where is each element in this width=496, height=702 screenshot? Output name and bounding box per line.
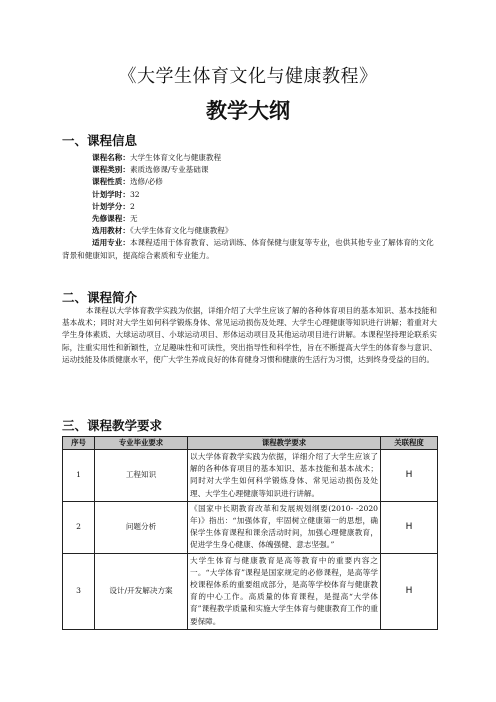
info-row-category: [62, 164, 438, 176]
cell-no: 2: [63, 501, 95, 553]
info-value: 大学生体育文化与健康教程: [129, 153, 222, 162]
document-subtitle: 教学大纲: [206, 99, 290, 123]
info-value: 32: [129, 189, 140, 199]
section-heading-requirements: 三、课程教学要求: [62, 418, 163, 433]
cell-level: H: [381, 553, 438, 629]
cell-content: 以大学体育教学实践为依据，详细介绍了大学生应该了解的各种体育项目的基本知识、基本技能和基本战术；同时对大学生如何科学锻炼身体、常见运动损伤及处理、大学生心理健康等知识进行讲解。: [188, 450, 381, 502]
course-info-list: [62, 152, 438, 262]
header-no: 序号: [63, 437, 95, 450]
cell-requirement: 设计/开发解决方案: [95, 553, 188, 629]
info-value: 素质选修课/专业基础课: [129, 165, 209, 175]
table-header-row: [63, 437, 438, 450]
header-relevance: 关联程度: [381, 437, 438, 450]
cell-no: 3: [63, 553, 95, 629]
info-row-hours: [62, 189, 438, 201]
table-row: [63, 501, 438, 553]
cell-level: H: [381, 501, 438, 553]
cell-content: 《国家中长期教育改革和发展规划纲要(2010- -2020年)》指出：“加强体育，牢固树立健康第一的思想，确保学生体育课程和课余活动时间，加强心理健康教育，促进学生身心健康、体魄强健、意志坚强。”: [188, 501, 381, 553]
info-value: 《大学生体育文化与健康教程》: [129, 226, 233, 236]
document-title: 《大学生体育文化与健康教程》: [118, 66, 378, 87]
info-label: 计划学时：: [92, 189, 130, 199]
info-label: 课程名称：: [92, 153, 130, 162]
info-row-nature: [62, 176, 438, 188]
cell-requirement: 问题分析: [95, 501, 188, 553]
info-label: 课程类别：: [92, 165, 130, 175]
course-intro-paragraph: 本课程以大学体育教学实践为依据，详细介绍了大学生应该了解的各种体育项目的基本知识、基本技能和基本战术；同时对大学生如何科学锻炼身体、常见运动损伤及处理、大学生心理健康等知识进行讲解；着重对大学生身体素质、大球运动项目、小球运动项目、形体运动项目及其他运动项目进行讲解。本课程坚持理论联系实际，注重实用性和新颖性，立足趣味性和可读性，突出指导性和科学性，旨在不断提高大学生的体育参与意识、运动技能及体质健康水平，使广大学生养成良好的体育健身习惯和健康的生活行为习惯，达到终身受益的目的。: [62, 306, 437, 364]
info-label: 适用专业：: [92, 238, 130, 248]
header-teaching-requirement: 课程教学要求: [188, 437, 381, 450]
info-row-majors: [62, 237, 438, 261]
cell-requirement: 工程知识: [95, 450, 188, 502]
table-row: [63, 450, 438, 502]
cell-level: H: [381, 450, 438, 502]
info-row-name: [62, 152, 438, 164]
info-label: 先修课程：: [92, 214, 130, 224]
info-row-credits: [62, 201, 438, 213]
cell-content: 大学生体育与健康教育是高等教育中的重要内容之一。“大学体育”课程是国家规定的必修课程，是高等学校课程体系的重要组成部分，是高等学校体育与健康教育的中心工作。高质量的体育课程，是提高“大学体育”课程教学质量和实施大学生体育与健康教育工作的重要保障。: [188, 553, 381, 629]
info-value: 2: [129, 201, 135, 211]
header-requirement: 专业毕业要求: [95, 437, 188, 450]
table-row: [63, 553, 438, 629]
section-heading-course-info: 一、课程信息: [62, 133, 138, 148]
info-row-prerequisites: [62, 213, 438, 225]
requirements-table: [62, 436, 438, 630]
info-value: 本课程适用于体育教育、运动训练、体育保健与康复等专业，也供其他专业了解体育的文化背景和健康知识，提高综合素质和专业能力。: [62, 238, 434, 260]
info-row-textbook: [62, 225, 438, 237]
info-value: 选修/必修: [129, 177, 163, 187]
info-label: 课程性质：: [92, 177, 130, 187]
info-value: 无: [129, 214, 138, 224]
cell-no: 1: [63, 450, 95, 502]
info-label: 选用教材：: [92, 226, 130, 236]
section-heading-course-intro: 二、课程简介: [62, 290, 138, 305]
info-label: 计划学分：: [92, 201, 130, 211]
